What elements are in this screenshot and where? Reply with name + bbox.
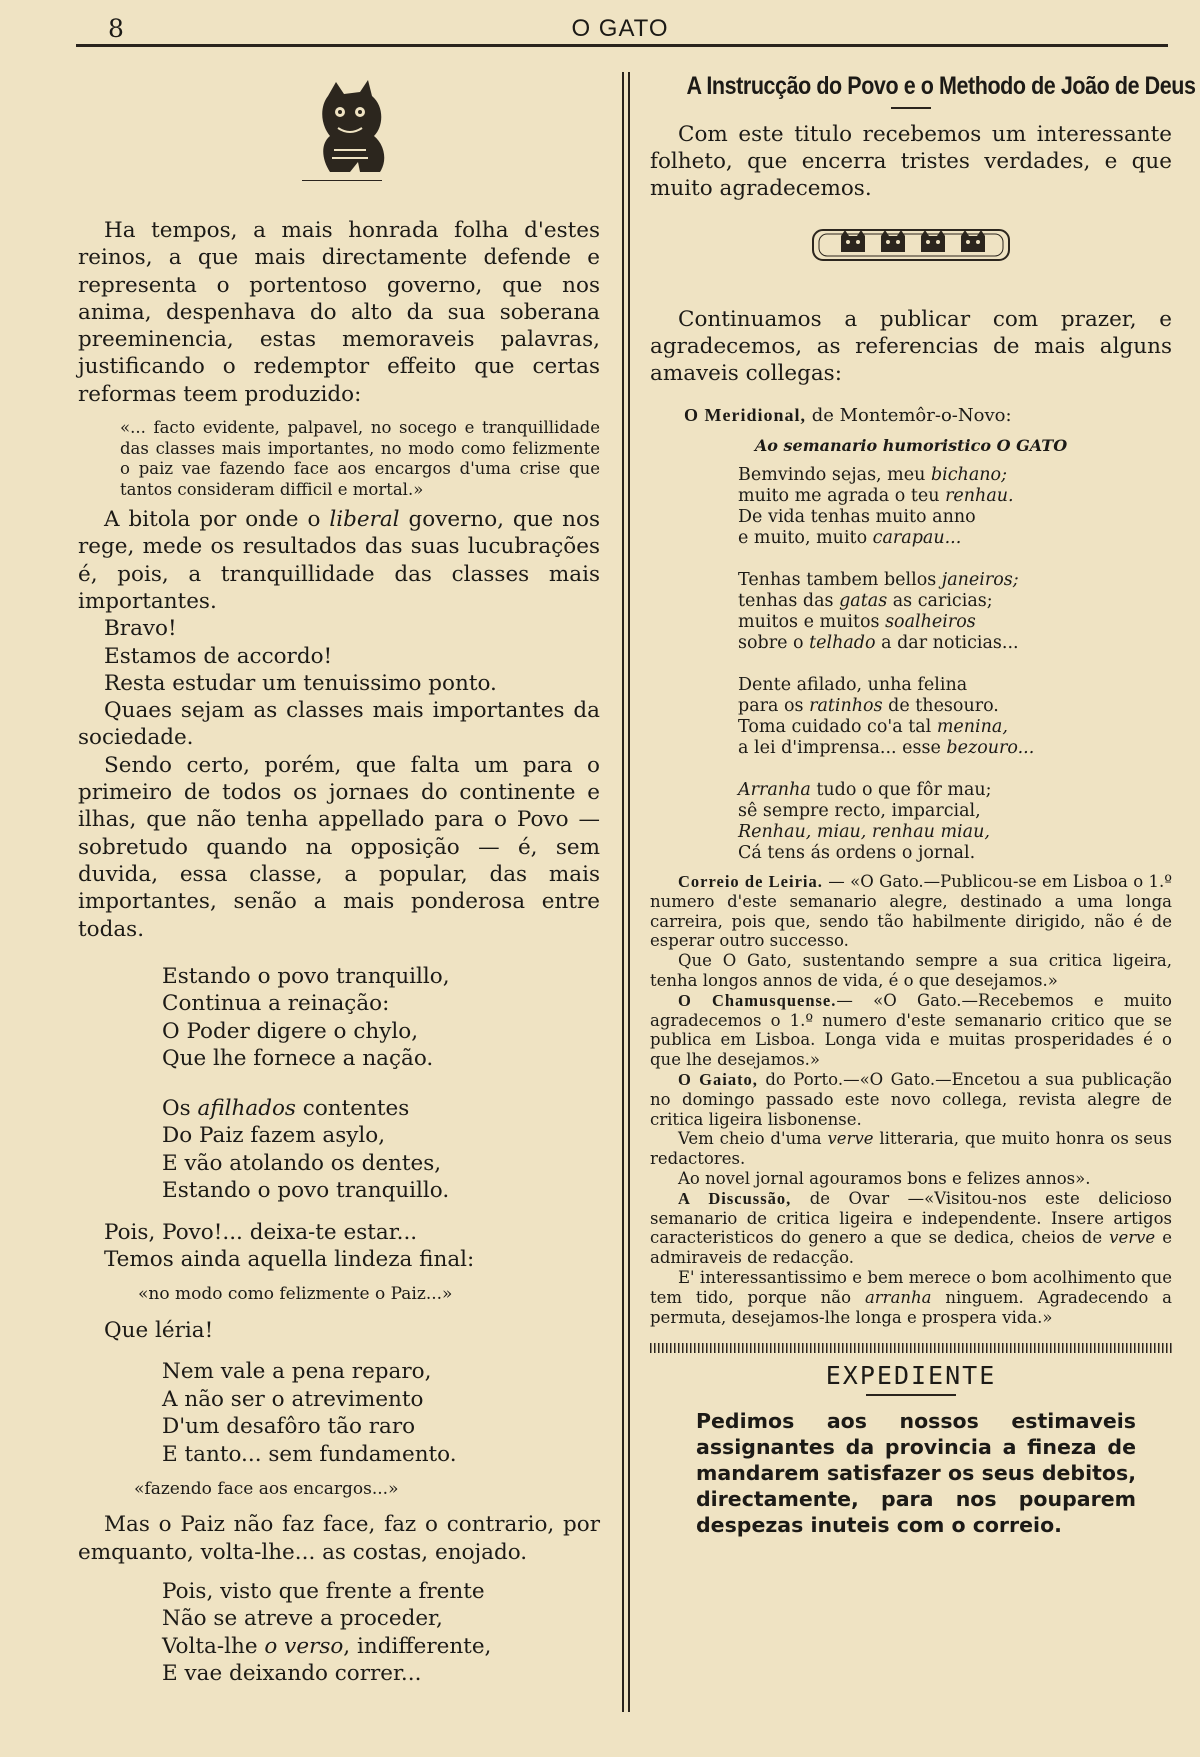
stanza-gap [738,549,1172,570]
quotation: «... facto evidente, palpavel, no socego e tranquillidade das classes mais importantes, no modo como felizmente o paiz vae fazendo face aos encargos d'uma crise que tantos consideram difficil e mortal.» [120,418,600,499]
verse-line: Não se atreve a proceder, [162,1606,443,1632]
italic-text: Arranha [738,780,811,800]
paragraph: Resta estudar um tenuissimo ponto. [104,670,497,696]
cat-illustration [298,80,418,180]
verse-line: D'um desafôro tão raro [162,1414,416,1440]
paragraph: Sendo certo, porém, que falta um para o primeiro de todos os jornaes do continente e ilhas, que não tenha appellado para o Povo — sobretudo quando na opposição — é, sem duvida, essa classe, a popular, das mais importantes, senão a mais ponderosa entre todas. [78,752,600,942]
text-run: Dente afilado, unha felina [738,675,968,695]
text-run: e admiraveis de redacção. [650,1228,1173,1268]
italic-text: verve [827,1129,874,1149]
paragraph: Pois, Povo!... deixa-te estar... [104,1219,418,1245]
expediente-notice: Pedimos aos nossos estimaveis assignantes da provincia a fineza de mandarem satisfazer os seus debitos, directamente, para nos pouparem despezas inuteis com o correio. [696,1409,1136,1538]
poem-line [738,465,1172,486]
title-rule [891,107,931,109]
text-run: de Ovar —«Visitou-nos este delicioso semanario de critica ligeira e independente. Insere artigos caracteristicos do genero a que se dedica, cheios de [650,1188,1172,1248]
text-run: Os [162,1095,198,1121]
verse-line [162,1633,600,1661]
poem-line [738,507,1172,528]
verse-line: Que lhe fornece a nação. [162,1046,434,1072]
publication-name: A Discussão, [678,1188,792,1208]
italic-text: carapau... [872,528,962,548]
citation-paragraph: Que O Gato, sustentando sempre a sua critica ligeira, tenha longos annos de vida, é o que desejamos.» [650,951,1172,990]
poem-line [738,486,1172,507]
paragraph: Estamos de accordo! [104,643,333,669]
paragraph: Que léria! [104,1317,214,1343]
text-run: — «O Gato.—Recebemos e muito agradecemos o 1.º numero d'este semanario critico que se publica em Lisboa. Longa vida e muitas prosperidades é o que lhe desejamos.» [650,990,1172,1070]
text-run: Cá tens ás ordens o jornal. [738,843,976,863]
citation-paragraph [650,872,1172,951]
italic-text: soalheiros [885,612,976,632]
citation-paragraph [650,1070,1172,1129]
text-run: ninguem. Agradecendo a permuta, desejamos-lhe longa e prospera vida.» [650,1287,1173,1327]
paragraph [78,506,600,615]
right-column [650,72,1196,1538]
poem-title: Ao semanario humoristico O GATO [754,436,1068,455]
illustration-rule [302,180,382,181]
citation-paragraph [650,1129,1172,1169]
text-run: A bitola por onde o [104,507,330,533]
italic-text: telhado [809,633,876,653]
text-run: sê sempre recto, imparcial, [738,801,981,821]
verse-line: E vão atolando os dentes, [162,1150,442,1176]
text-run: , indifferente, [343,1633,492,1659]
text-run: tudo o que fôr mau; [810,780,992,800]
text-run: a lei d'imprensa... esse [738,738,947,758]
verse-line: Continua a reinação: [162,991,390,1017]
text-run: do Porto.—«O Gato.—Encetou a sua publicação no domingo passado este novo collega, revista alegre de critica ligeira lisbonense. [650,1069,1172,1129]
text-run: as caricias; [887,591,993,611]
publication-title: O GATO [571,15,669,42]
verse-line: Estando o povo tranquillo, [162,963,450,989]
poem-line [738,528,1172,549]
verse-line: Pois, visto que frente a frente [162,1578,485,1604]
text-run: muitos e muitos [738,612,886,632]
cats-ornament [811,222,1011,266]
quotation: «no modo como felizmente o Paiz...» [138,1284,453,1305]
text-run: e muito, muito [738,528,873,548]
verse-stanza [162,1358,600,1468]
column-divider [622,72,624,1712]
header-rule [76,44,1168,47]
italic-text: ratinhos [809,696,883,716]
paragraph: Bravo! [104,616,177,642]
poem-line [738,843,1172,864]
italic-text: renhau. [945,486,1014,506]
left-column [78,80,600,1688]
italic-text: arranha [864,1287,932,1307]
text-run: De vida tenhas muito anno [738,507,976,527]
poem-line [738,696,1172,717]
page-number: 8 [108,14,124,43]
paragraph: Com este titulo recebemos um interessante folheto, que encerra tristes verdades, e que muito agradecemos. [650,122,1172,201]
poem-line [738,570,1172,591]
article-title: A Instrucção do Povo e o Methodo de João de Deus [686,72,1196,100]
poem-line [738,717,1172,738]
verse-stanza [162,963,600,1205]
italic-text: afilhados [197,1095,296,1121]
text-run: governo, que nos rege, mede os resultados das suas lucubrações é, pois, a tranquillidade das classes mais importantes. [78,507,601,614]
poem-line [738,612,1172,633]
publication-name: O Chamusquense. [678,990,837,1010]
verse-line: Nem vale a pena reparo, [162,1359,432,1385]
italic-text: o verso [264,1633,344,1659]
stanza-gap [738,759,1172,780]
italic-text: Renhau, miau, renhau miau, [738,822,990,842]
publication-name: Correio de Leiria. [678,872,823,891]
text-run: litteraria, que muito honra os seus redactores. [650,1129,1172,1169]
italic-text: bezouro... [946,738,1035,758]
publication-name: O Meridional, [684,405,806,425]
text-run: a dar noticias... [875,633,1019,653]
column-divider [628,72,630,1712]
poem-line [738,738,1172,759]
stanza-gap [738,654,1172,675]
publication-citation [684,405,1172,426]
italic-text: liberal [329,507,400,533]
paragraph: Ha tempos, a mais honrada folha d'estes reinos, a que mais directamente defende e representa o portentoso governo, que nos anima, despenhava do alto da sua soberana preeminencia, estas memoraveis palavras, justificando o redemptor effeito que certas reformas teem produzido: [78,218,600,407]
quotation: «fazendo face aos encargos...» [134,1479,399,1500]
italic-text: verve [1109,1228,1156,1248]
poem-line [738,801,1172,822]
poem-line [738,633,1172,654]
text-run: Bemvindo sejas, meu [738,465,931,485]
verse-line: Estando o povo tranquillo. [162,1178,450,1204]
text-run: de thesouro. [882,696,999,716]
verse-line: O Poder digere o chylo, [162,1018,419,1044]
verse-line [162,1095,600,1123]
page-header [70,14,1170,44]
poem-line [738,780,1172,801]
text-run: muito me agrada o teu [738,486,946,506]
text-run: contentes [295,1095,410,1121]
paragraph: Quaes sejam as classes mais importantes da sociedade. [78,698,600,751]
poem-line [738,822,1172,843]
text-run: de Montemôr-o-Novo: [806,405,1012,426]
expediente-heading: EXPEDIENTE [825,1361,997,1391]
italic-text: menina, [936,717,1008,737]
publication-name: O Gaiato, [678,1069,758,1089]
text-run: para os [738,696,810,716]
text-run: Toma cuidado co'a tal [738,717,937,737]
citation-paragraph: Ao novel jornal agouramos bons e felizes annos». [678,1168,1091,1188]
italic-text: janeiros; [941,570,1019,590]
text-run: Volta-lhe [162,1633,265,1659]
verse-line: E vae deixando correr... [162,1661,422,1687]
verse-line: Do Paiz fazem asylo, [162,1123,386,1149]
poem-line [738,591,1172,612]
text-run: sobre o [738,633,810,653]
press-citations [650,872,1172,1327]
heading-rule [866,1394,956,1396]
text-run: tenhas das [738,591,840,611]
citation-paragraph [650,1268,1172,1327]
poem [738,465,1172,864]
text-run: Vem cheio d'uma [678,1129,828,1149]
verse-stanza [162,1578,600,1688]
paragraph: Mas o Paiz não faz face, faz o contrario, por emquanto, volta-lhe... as costas, enojado. [78,1512,600,1565]
text-run: E' interessantissimo e bem merece o bom acolhimento que tem tido, porque não [650,1267,1172,1307]
italic-text: gatas [839,591,888,611]
decorative-rule [650,1343,1172,1353]
text-run: Tenhas tambem bellos [738,570,942,590]
italic-text: bichano; [930,465,1007,485]
poem-line [738,675,1172,696]
verse-line: E tanto... sem fundamento. [162,1441,457,1467]
verse-line: A não ser o atrevimento [162,1386,424,1412]
citation-paragraph [650,1189,1172,1268]
paragraph: Continuamos a publicar com prazer, e agradecemos, as referencias de mais alguns amaveis collegas: [650,307,1172,386]
citation-paragraph [650,991,1172,1070]
text-run: — «O Gato.—Publicou-se em Lisboa o 1.º numero d'este semanario alegre, destinado a uma longa carreira, pois que, sendo tão habilmente dirigido, não é de esperar outro successo. [650,872,1172,951]
paragraph: Temos ainda aquella lindeza final: [104,1247,475,1273]
